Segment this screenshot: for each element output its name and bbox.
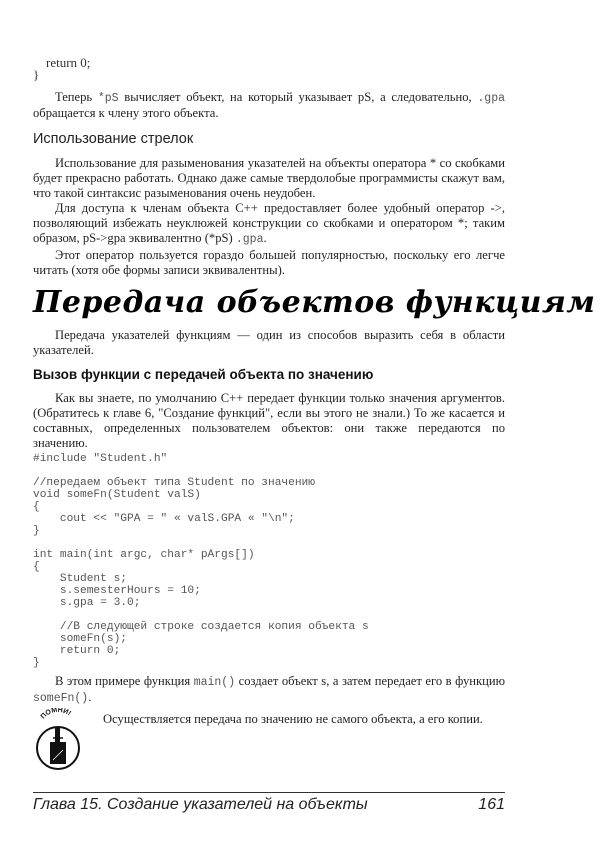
footer (33, 792, 505, 814)
code-line: } (33, 67, 40, 82)
section-heading: Использование стрелок (33, 131, 194, 147)
note-text: Осуществляется передача по значению не самого объекта, а его копии. (103, 712, 483, 726)
inline-code: .gpa (477, 92, 506, 105)
text: создает объект s, а затем передает его в функцию (235, 674, 505, 688)
paragraph: Передача указателей функциям — один из способов выразить себя в области указателей. (33, 328, 505, 357)
paragraph: Как вы знаете, по умолчанию C++ передает функции только значения аргументов. (Обратитесь к главе 6, "Создание функций", если вы этого не знали.) То же касается и составных, определенных пользователем объектов: они также передаются по значению. (33, 391, 505, 450)
paragraph (33, 90, 505, 121)
code-fragment-top (33, 57, 505, 81)
svg-text:ПОМНИ!: ПОМНИ! (39, 708, 72, 721)
chapter-section-title: Передача объектов функциям (33, 285, 596, 320)
footer-chapter-title: Глава 15. Создание указателей на объекты (33, 796, 368, 813)
inline-code: main() (193, 676, 236, 689)
text: обращается к члену этого объекта. (33, 106, 219, 120)
remember-note (33, 708, 505, 774)
paragraph (33, 201, 505, 247)
subsection-heading: Вызов функции с передачей объекта по значению (33, 367, 374, 382)
text: Теперь (55, 90, 98, 104)
remember-finger-icon (33, 708, 83, 774)
inline-code: someFn() (33, 692, 89, 705)
page-number: 161 (478, 796, 505, 813)
inline-code: *pS (97, 92, 119, 105)
code-line: return 0; (33, 55, 91, 70)
text: вычисляет объект, на который указывает pS, а следовательно, (118, 90, 478, 104)
paragraph: Этот оператор пользуется гораздо большей популярностью, поскольку его легче читать (хотя обе формы записи эквивалентны). (33, 248, 505, 277)
paragraph (33, 674, 505, 706)
text: В этом примере функция (55, 674, 194, 688)
code-listing: #include "Student.h" //передаем объект типа Student по значению void someFn(Student valS) { cout << "GPA = " « valS.GPA « "\n"; } int main(int argc, char* pArgs[]) { Student s; s.semesterHours = 10; s.gpa = 3.0; //В следующей строке создается копия объекта s someFn(s); return 0; } (33, 453, 369, 669)
text: . (88, 690, 92, 704)
text: . (263, 231, 267, 245)
text: Для доступа к членам объекта C++ предоставляет более удобный оператор ->, позволяющий избежать неуклюжей конструкции со скобками и оператором *; таким образом, pS->gpa эквивалентно (*pS) (33, 201, 505, 245)
inline-code: .gpa (235, 233, 264, 246)
paragraph: Использование для разыменования указателей на объекты оператора * со скобками будет прекрасно работать. Однако даже самые твердолобые программисты скажут вам, что такой синтаксис разыменования очень неудобен. (33, 156, 505, 200)
